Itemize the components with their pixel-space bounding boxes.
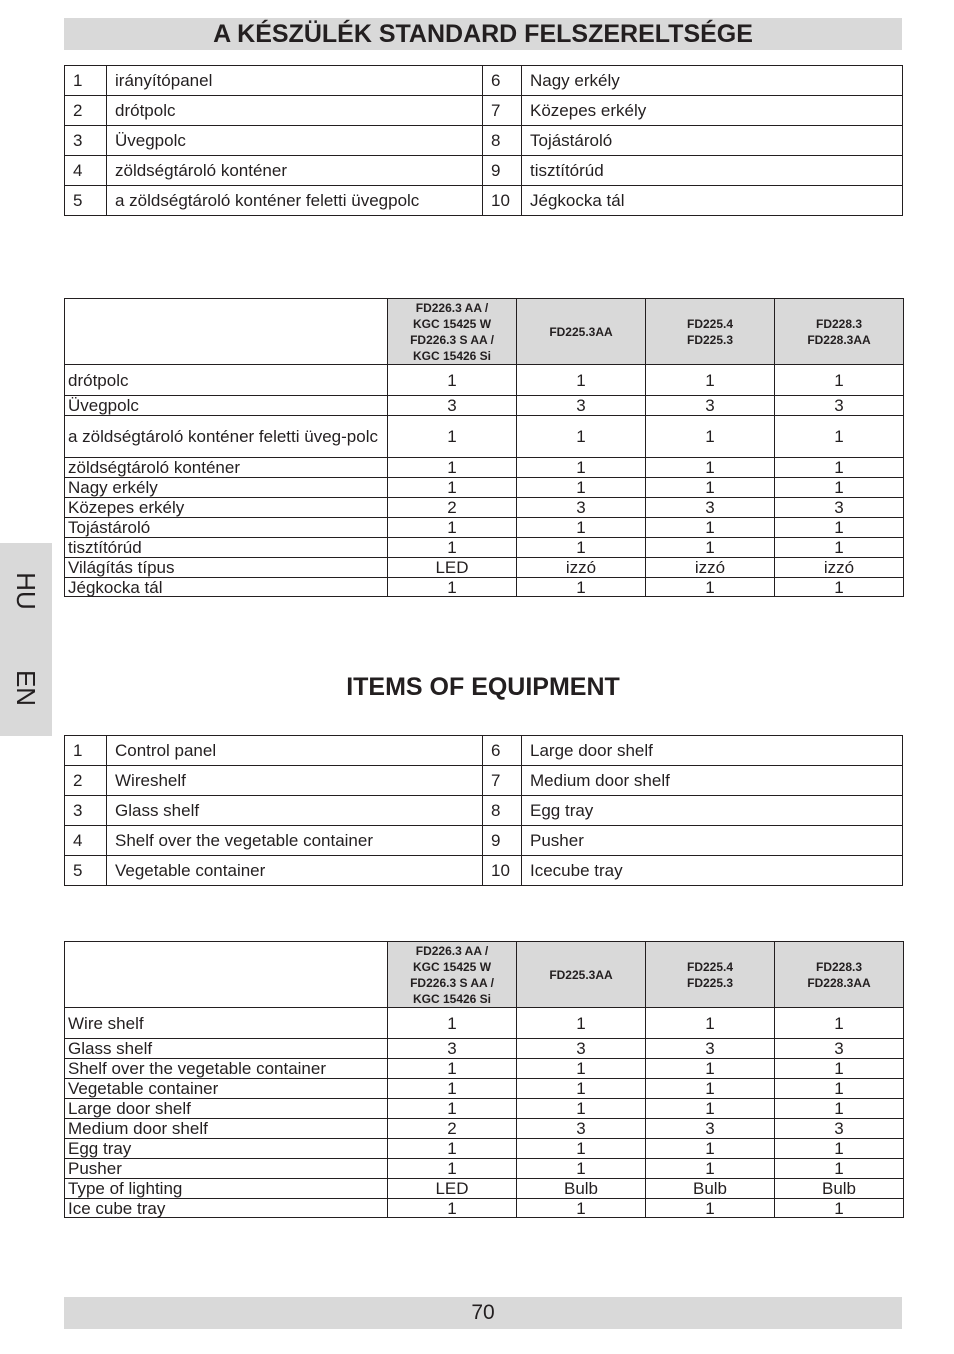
spec-value: 1: [517, 365, 646, 396]
spec-value: 1: [517, 1099, 646, 1119]
spec-label: Vegetable container: [65, 1079, 388, 1099]
spec-value: 1: [388, 578, 517, 597]
item-label: Large door shelf: [522, 736, 903, 766]
spec-row: [65, 1099, 904, 1119]
spec-header-row: [65, 299, 904, 365]
spec-value: 3: [775, 1119, 904, 1139]
page-number: 70: [64, 1297, 902, 1329]
item-number: 10: [483, 856, 522, 886]
spec-value: 1: [775, 1099, 904, 1119]
spec-value: 1: [646, 365, 775, 396]
spec-value: 1: [775, 458, 904, 478]
spec-row: [65, 478, 904, 498]
list-row: [65, 186, 903, 216]
spec-row: [65, 578, 904, 597]
spec-label: Medium door shelf: [65, 1119, 388, 1139]
item-number: 4: [65, 826, 107, 856]
spec-value: 1: [646, 1199, 775, 1218]
spec-value: 1: [388, 478, 517, 498]
spec-label: Large door shelf: [65, 1099, 388, 1119]
spec-row: [65, 538, 904, 558]
model-header: FD225.3AA: [517, 299, 646, 365]
list-row: [65, 736, 903, 766]
spec-value: 3: [517, 1119, 646, 1139]
spec-label: Pusher: [65, 1159, 388, 1179]
model-header: FD226.3 AA / KGC 15425 W FD226.3 S AA / KGC 15426 Si: [388, 942, 517, 1008]
spec-row: [65, 1079, 904, 1099]
spec-value: 1: [517, 1199, 646, 1218]
item-label: Nagy erkély: [522, 66, 903, 96]
item-label: Üvegpolc: [107, 126, 483, 156]
spec-value: 1: [646, 416, 775, 458]
item-label: Egg tray: [522, 796, 903, 826]
spec-row: [65, 458, 904, 478]
item-number: 7: [483, 766, 522, 796]
spec-value: 3: [517, 1039, 646, 1059]
item-number: 2: [65, 766, 107, 796]
spec-row: [65, 396, 904, 416]
spec-value: 1: [646, 1139, 775, 1159]
list-row: [65, 156, 903, 186]
spec-value: 1: [517, 578, 646, 597]
spec-value: 2: [388, 498, 517, 518]
spec-row: [65, 498, 904, 518]
spec-value: 1: [388, 1079, 517, 1099]
spec-header-blank: [65, 942, 388, 1008]
spec-row: [65, 558, 904, 578]
spec-value: 1: [775, 1199, 904, 1218]
spec-value: LED: [388, 1179, 517, 1199]
spec-row: [65, 518, 904, 538]
item-label: tisztítórúd: [522, 156, 903, 186]
spec-value: 1: [775, 578, 904, 597]
spec-value: 3: [388, 396, 517, 416]
item-number: 9: [483, 156, 522, 186]
spec-value: 1: [517, 518, 646, 538]
language-side-tab: [0, 543, 52, 736]
spec-row: [65, 1008, 904, 1039]
list-row: [65, 766, 903, 796]
item-label: a zöldségtároló konténer feletti üvegpolc: [107, 186, 483, 216]
item-number: 2: [65, 96, 107, 126]
spec-label: Ice cube tray: [65, 1199, 388, 1218]
item-number: 6: [483, 736, 522, 766]
spec-value: izzó: [646, 558, 775, 578]
spec-value: Bulb: [517, 1179, 646, 1199]
spec-header-row: [65, 942, 904, 1008]
spec-label: Üvegpolc: [65, 396, 388, 416]
item-label: Glass shelf: [107, 796, 483, 826]
spec-label: Wire shelf: [65, 1008, 388, 1039]
list-row: [65, 66, 903, 96]
spec-value: 1: [646, 1008, 775, 1039]
item-label: Control panel: [107, 736, 483, 766]
item-number: 10: [483, 186, 522, 216]
spec-value: 2: [388, 1119, 517, 1139]
list-row: [65, 96, 903, 126]
spec-label: Tojástároló: [65, 518, 388, 538]
model-header: FD226.3 AA / KGC 15425 W FD226.3 S AA / KGC 15426 Si: [388, 299, 517, 365]
spec-row: [65, 1119, 904, 1139]
spec-value: 1: [388, 518, 517, 538]
item-number: 7: [483, 96, 522, 126]
spec-row: [65, 1139, 904, 1159]
spec-value: izzó: [517, 558, 646, 578]
spec-row: [65, 1039, 904, 1059]
hu-spec-table: [64, 298, 904, 597]
spec-value: 1: [775, 1008, 904, 1039]
spec-value: 1: [646, 1059, 775, 1079]
spec-label: Közepes erkély: [65, 498, 388, 518]
spec-value: 1: [646, 478, 775, 498]
spec-value: 3: [775, 1039, 904, 1059]
spec-value: Bulb: [775, 1179, 904, 1199]
item-label: Shelf over the vegetable container: [107, 826, 483, 856]
spec-value: 1: [775, 518, 904, 538]
spec-value: 1: [775, 1159, 904, 1179]
spec-value: 3: [517, 396, 646, 416]
spec-row: [65, 1179, 904, 1199]
item-label: Icecube tray: [522, 856, 903, 886]
spec-value: 1: [646, 538, 775, 558]
spec-value: 1: [388, 365, 517, 396]
spec-value: 1: [388, 1199, 517, 1218]
spec-value: 3: [775, 396, 904, 416]
spec-value: 1: [388, 1139, 517, 1159]
en-section-title: ITEMS OF EQUIPMENT: [346, 673, 620, 701]
spec-value: 1: [646, 1079, 775, 1099]
spec-value: 1: [775, 478, 904, 498]
spec-value: 3: [646, 1119, 775, 1139]
spec-value: 1: [517, 1008, 646, 1039]
spec-value: 1: [517, 1079, 646, 1099]
list-row: [65, 126, 903, 156]
en-equipment-list: [64, 735, 903, 886]
item-number: 5: [65, 186, 107, 216]
spec-value: 3: [646, 1039, 775, 1059]
item-label: zöldségtároló konténer: [107, 156, 483, 186]
spec-value: 1: [517, 1139, 646, 1159]
spec-value: 1: [646, 518, 775, 538]
spec-value: 3: [388, 1039, 517, 1059]
spec-value: 1: [775, 1079, 904, 1099]
spec-value: 3: [646, 498, 775, 518]
spec-label: tisztítórúd: [65, 538, 388, 558]
spec-value: 3: [517, 498, 646, 518]
spec-value: 1: [388, 1008, 517, 1039]
spec-label: Nagy erkély: [65, 478, 388, 498]
language-tab-hu: HU: [11, 572, 41, 610]
list-row: [65, 796, 903, 826]
item-number: 5: [65, 856, 107, 886]
spec-label: Shelf over the vegetable container: [65, 1059, 388, 1079]
model-header: FD225.3AA: [517, 942, 646, 1008]
item-number: 1: [65, 736, 107, 766]
language-tab-en: EN: [11, 669, 41, 707]
item-label: Medium door shelf: [522, 766, 903, 796]
model-header: FD228.3 FD228.3AA: [775, 942, 904, 1008]
item-label: irányítópanel: [107, 66, 483, 96]
spec-row: [65, 416, 904, 458]
spec-label: Type of lighting: [65, 1179, 388, 1199]
item-label: Közepes erkély: [522, 96, 903, 126]
spec-value: 1: [646, 458, 775, 478]
spec-label: Glass shelf: [65, 1039, 388, 1059]
item-label: drótpolc: [107, 96, 483, 126]
spec-value: 1: [388, 1059, 517, 1079]
spec-row: [65, 365, 904, 396]
spec-label: zöldségtároló konténer: [65, 458, 388, 478]
spec-value: 1: [517, 1059, 646, 1079]
spec-value: 1: [775, 1139, 904, 1159]
spec-value: izzó: [775, 558, 904, 578]
list-row: [65, 826, 903, 856]
spec-label: Világítás típus: [65, 558, 388, 578]
spec-value: 1: [775, 365, 904, 396]
item-label: Wireshelf: [107, 766, 483, 796]
spec-value: 1: [517, 538, 646, 558]
spec-value: 1: [517, 416, 646, 458]
list-row: [65, 856, 903, 886]
model-header: FD225.4 FD225.3: [646, 299, 775, 365]
item-number: 6: [483, 66, 522, 96]
spec-row: [65, 1159, 904, 1179]
item-number: 4: [65, 156, 107, 186]
item-label: Tojástároló: [522, 126, 903, 156]
model-header: FD228.3 FD228.3AA: [775, 299, 904, 365]
spec-header-blank: [65, 299, 388, 365]
spec-value: 1: [517, 458, 646, 478]
spec-value: 1: [646, 1159, 775, 1179]
item-label: Jégkocka tál: [522, 186, 903, 216]
hu-equipment-list: [64, 65, 903, 216]
spec-value: 1: [388, 1159, 517, 1179]
spec-value: 1: [646, 578, 775, 597]
hu-section-title: A KÉSZÜLÉK STANDARD FELSZERELTSÉGE: [64, 18, 902, 50]
item-number: 9: [483, 826, 522, 856]
item-number: 3: [65, 126, 107, 156]
spec-value: 1: [517, 1159, 646, 1179]
item-number: 1: [65, 66, 107, 96]
en-spec-table: [64, 941, 904, 1218]
spec-value: 1: [517, 478, 646, 498]
spec-value: 1: [646, 1099, 775, 1119]
spec-value: 1: [388, 458, 517, 478]
spec-value: 1: [388, 538, 517, 558]
spec-label: a zöldségtároló konténer feletti üveg-polc: [65, 416, 388, 458]
item-number: 3: [65, 796, 107, 826]
spec-label: Egg tray: [65, 1139, 388, 1159]
spec-label: Jégkocka tál: [65, 578, 388, 597]
spec-value: 1: [388, 416, 517, 458]
spec-label: drótpolc: [65, 365, 388, 396]
spec-value: 1: [775, 416, 904, 458]
spec-value: LED: [388, 558, 517, 578]
item-label: Pusher: [522, 826, 903, 856]
spec-row: [65, 1059, 904, 1079]
spec-row: [65, 1199, 904, 1218]
item-number: 8: [483, 796, 522, 826]
spec-value: 3: [646, 396, 775, 416]
item-number: 8: [483, 126, 522, 156]
spec-value: Bulb: [646, 1179, 775, 1199]
spec-value: 1: [775, 1059, 904, 1079]
spec-value: 1: [388, 1099, 517, 1119]
model-header: FD225.4 FD225.3: [646, 942, 775, 1008]
spec-value: 3: [775, 498, 904, 518]
spec-value: 1: [775, 538, 904, 558]
item-label: Vegetable container: [107, 856, 483, 886]
